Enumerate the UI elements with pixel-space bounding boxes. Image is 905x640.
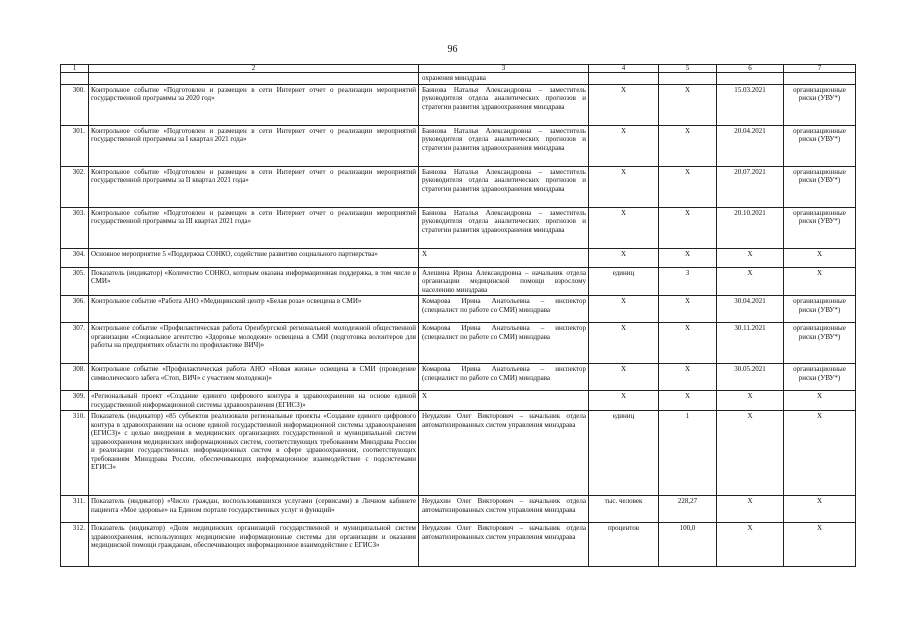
row-risk: организационные риски (УВУ*) [784,125,856,166]
row-risk: X [784,523,856,567]
row-responsible: X [419,391,589,411]
column-header: 4 [589,65,659,73]
row-number: 309. [61,391,89,411]
row-date: X [717,411,784,496]
row-number: 311. [61,496,89,523]
row-responsible: Комарова Ирина Анатольевна – инспектор (специалист по работе со СМИ) минздрава [419,296,589,323]
column-header: 6 [717,65,784,73]
row-risk: организационные риски (УВУ*) [784,296,856,323]
row-number: 305. [61,267,89,296]
row-date: 20.07.2021 [717,166,784,207]
row-risk: организационные риски (УВУ*) [784,323,856,364]
row-description: Показатель (индикатор) «Число граждан, воспользовавшихся услугами (сервисами) в Личном кабинете пациента «Мое здоровье» на Едином портале государственных услуг и функций» [89,496,419,523]
row-number: 307. [61,323,89,364]
row-description: Контрольное событие «Подготовлен и размещен в сети Интернет отчет о реализации мероприятий государственной программы за 2020 год» [89,84,419,125]
row-responsible: Неудахин Олег Викторович – начальник отдела автоматизированных систем управления минздрава [419,523,589,567]
row-value: X [659,84,717,125]
row-value: X [659,296,717,323]
table-row [61,496,856,523]
continuation-text: охранения минздрава [419,73,589,85]
row-risk: организационные риски (УВУ*) [784,166,856,207]
column-header: 1 [61,65,89,73]
row-responsible: Баннова Наталья Александровна – заместитель руководителя отдела аналитических прогнозов и стратегии развития здравоохранения минздрава [419,207,589,248]
row-responsible: Баннова Наталья Александровна – заместитель руководителя отдела аналитических прогнозов и стратегии развития здравоохранения минздрава [419,166,589,207]
row-unit: X [589,84,659,125]
row-description: Контрольное событие «Подготовлен и размещен в сети Интернет отчет о реализации мероприятий государственной программы за I квартал 2021 года» [89,125,419,166]
table-row [61,364,856,391]
row-date: 30.04.2021 [717,296,784,323]
row-responsible: Неудахин Олег Викторович – начальник отдела автоматизированных систем управления минздрава [419,496,589,523]
row-date: X [717,267,784,296]
row-responsible: Баннова Наталья Александровна – заместитель руководителя отдела аналитических прогнозов и стратегии развития здравоохранения минздрава [419,84,589,125]
row-responsible: Алешина Ирина Александровна – начальник отдела организации медицинской помощи взрослому населению минздрава [419,267,589,296]
continuation-row [61,73,856,85]
row-description: Контрольное событие «Профилактическая работа АНО «Новая жизнь» освещена в СМИ (проведение символического забега «Стоп, ВИЧ» с участием молодежи)» [89,364,419,391]
row-value: 100,0 [659,523,717,567]
row-unit: X [589,323,659,364]
row-responsible: Неудахин Олег Викторович – начальник отдела автоматизированных систем управления минздрава [419,411,589,496]
row-risk: организационные риски (УВУ*) [784,84,856,125]
row-description: Контрольное событие «Работа АНО «Медицинский центр «Белая роза» освещена в СМИ» [89,296,419,323]
row-risk: организационные риски (УВУ*) [784,364,856,391]
row-value: X [659,391,717,411]
row-value: X [659,125,717,166]
row-unit: X [589,391,659,411]
row-risk: организационные риски (УВУ*) [784,207,856,248]
table-row [61,84,856,125]
row-responsible: Комарова Ирина Анатольевна – инспектор (специалист по работе со СМИ) минздрава [419,323,589,364]
row-unit: процентов [589,523,659,567]
column-header: 5 [659,65,717,73]
row-date: X [717,391,784,411]
row-risk: X [784,267,856,296]
row-risk: X [784,496,856,523]
table-row [61,267,856,296]
table-row [61,125,856,166]
row-unit: X [589,248,659,267]
table-row [61,296,856,323]
row-description: Контрольное событие «Подготовлен и размещен в сети Интернет отчет о реализации мероприятий государственной программы за III квартал 2021 года» [89,207,419,248]
row-value: 3 [659,267,717,296]
row-description: Показатель (индикатор) «Количество СОНКО, которым оказана информационная поддержка, в том числе в СМИ» [89,267,419,296]
table-body [61,65,856,567]
table-row [61,391,856,411]
page-number: 96 [447,44,458,55]
row-unit: единиц [589,267,659,296]
table-row [61,323,856,364]
row-risk: X [784,411,856,496]
row-value: 1 [659,411,717,496]
row-description: Показатель (индикатор) «85 субъектов реализовали региональные проекты «Создание единого цифрового контура в здравоохранении на основе единой государственной информационной системы здравоохранения (ЕГИСЗ)» с целью внедрения в медицинских организациях государственной и муниципальной систем здравоохранения медицинских информационных систем, соответствующих требованиям Минздрава России и реализации государственных информационных систем в сфере здравоохранения, соответствующих требованиям Минздрава России, обеспечивающих информационное взаимодействие с подсистемами ЕГИСЗ» [89,411,419,496]
table-row [61,248,856,267]
row-responsible: X [419,248,589,267]
row-number: 304. [61,248,89,267]
row-number: 306. [61,296,89,323]
row-description: Контрольное событие «Подготовлен и размещен в сети Интернет отчет о реализации мероприятий государственной программы за II квартал 2021 года» [89,166,419,207]
program-table [60,64,856,567]
row-value: X [659,323,717,364]
row-description: «Региональный проект «Создание единого цифрового контура в здравоохранении на основе единой государственной информационной системы здравоохранения (ЕГИСЗ)» [89,391,419,411]
row-number: 308. [61,364,89,391]
row-date: 30.11.2021 [717,323,784,364]
table-row [61,523,856,567]
row-date: 30.05.2021 [717,364,784,391]
row-value: X [659,364,717,391]
row-unit: тыс. человек [589,496,659,523]
row-number: 301. [61,125,89,166]
row-unit: X [589,296,659,323]
row-date: 20.04.2021 [717,125,784,166]
row-unit: X [589,207,659,248]
row-date: 20.10.2021 [717,207,784,248]
row-responsible: Баннова Наталья Александровна – заместитель руководителя отдела аналитических прогнозов и стратегии развития здравоохранения минздрава [419,125,589,166]
column-header: 2 [89,65,419,73]
row-value: X [659,166,717,207]
row-value: X [659,207,717,248]
column-header: 3 [419,65,589,73]
row-description: Основное мероприятие 5 «Поддержка СОНКО, содействие развитию социального партнерства» [89,248,419,267]
row-description: Показатель (индикатор) «Доля медицинских организаций государственной и муниципальной систем здравоохранения, использующих медицинские информационные системы для организации и оказания медицинской помощи гражданам, обеспечивающих информационное взаимодействие с ЕГИСЗ» [89,523,419,567]
row-date: X [717,496,784,523]
row-responsible: Комарова Ирина Анатольевна – инспектор (специалист по работе со СМИ) минздрава [419,364,589,391]
row-number: 302. [61,166,89,207]
column-number-row [61,65,856,73]
row-description: Контрольное событие «Профилактическая работа Оренбургской региональной молодежной общественной организации «Социальное агентство «Здоровье молодежи» освещена в СМИ (подготовка волонтеров для работы на предприятиях области по профилактике ВИЧ)» [89,323,419,364]
row-date: X [717,248,784,267]
row-date: 15.03.2021 [717,84,784,125]
row-unit: X [589,125,659,166]
row-unit: единиц [589,411,659,496]
column-header: 7 [784,65,856,73]
row-value: 228,27 [659,496,717,523]
row-value: X [659,248,717,267]
row-number: 312. [61,523,89,567]
row-risk: X [784,248,856,267]
row-number: 300. [61,84,89,125]
table-row [61,207,856,248]
row-date: X [717,523,784,567]
table-row [61,411,856,496]
row-risk: X [784,391,856,411]
table-row [61,166,856,207]
row-unit: X [589,166,659,207]
row-number: 310. [61,411,89,496]
row-unit: X [589,364,659,391]
row-number: 303. [61,207,89,248]
